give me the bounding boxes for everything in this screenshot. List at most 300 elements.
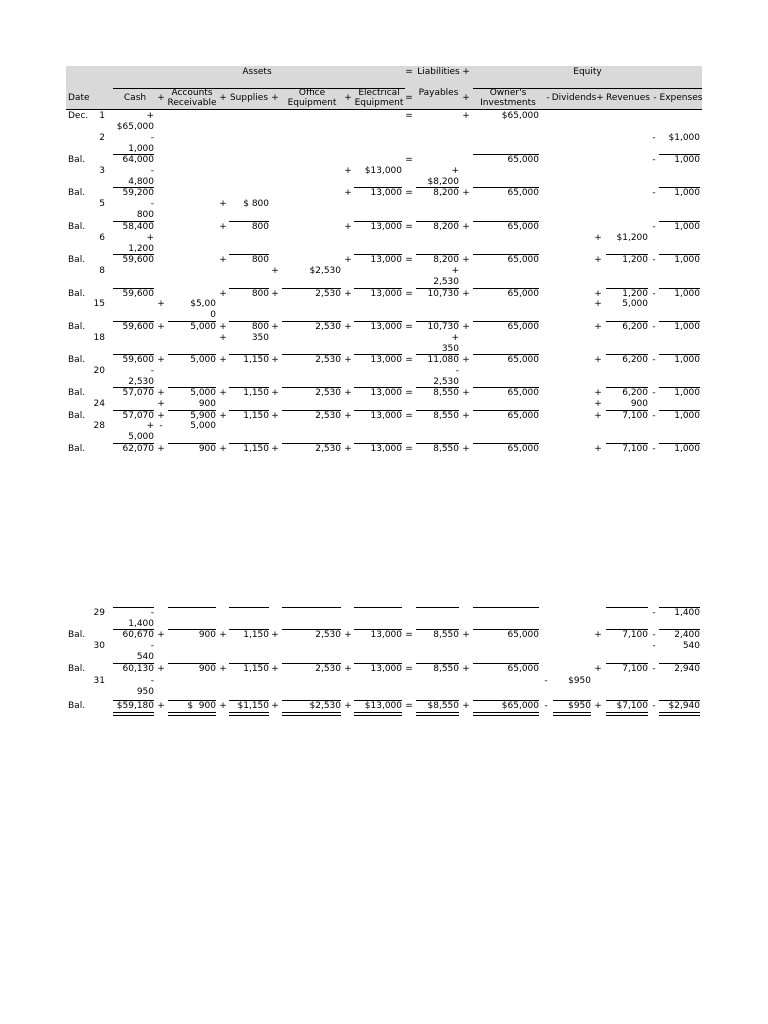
balance-rule bbox=[282, 629, 341, 630]
operator-sign: + bbox=[462, 444, 470, 454]
operator-sign: + bbox=[344, 664, 352, 674]
balance-rule bbox=[473, 288, 539, 289]
operator-sign: + bbox=[157, 388, 165, 398]
operator-sign: + bbox=[271, 289, 279, 299]
balance-rule bbox=[113, 354, 154, 355]
operator-sign: - bbox=[652, 222, 656, 232]
office-equipment-cell: 2,530 bbox=[315, 411, 341, 421]
operator-sign: + bbox=[157, 664, 165, 674]
operator-sign: + bbox=[594, 444, 602, 454]
total-double-rule bbox=[113, 712, 154, 716]
balance-rule bbox=[416, 354, 459, 355]
operator-sign: + bbox=[219, 333, 227, 343]
operator-sign: = bbox=[405, 630, 413, 640]
operator-sign: + bbox=[462, 664, 470, 674]
balance-rule bbox=[416, 700, 459, 701]
operator-sign: = bbox=[405, 322, 413, 332]
operator-sign: + bbox=[157, 322, 165, 332]
total-double-rule bbox=[606, 712, 648, 716]
balance-rule bbox=[229, 288, 269, 289]
payables-cell: $8,550 bbox=[427, 701, 459, 711]
balance-rule bbox=[473, 387, 539, 388]
accounts-receivable-cell: 900 bbox=[198, 664, 216, 674]
balance-rule bbox=[606, 254, 648, 255]
operator-sign: + bbox=[219, 355, 227, 365]
cash-cell: 59,200 bbox=[122, 188, 154, 198]
owners-investments-cell: 65,000 bbox=[507, 630, 539, 640]
balance-rule bbox=[473, 254, 539, 255]
payables-cell: + 2,530 bbox=[433, 266, 459, 287]
balance-rule bbox=[113, 154, 154, 155]
electrical-equipment-cell: 13,000 bbox=[370, 289, 402, 299]
balance-rule bbox=[354, 321, 402, 322]
balance-rule bbox=[659, 154, 700, 155]
operator-sign: + bbox=[157, 630, 165, 640]
total-double-rule bbox=[659, 712, 700, 716]
operator-sign: + bbox=[344, 188, 352, 198]
office-equipment-cell: 2,530 bbox=[315, 630, 341, 640]
day-cell: 18 bbox=[93, 333, 105, 343]
balance-rule bbox=[416, 254, 459, 255]
operator-sign: - bbox=[652, 630, 656, 640]
operator-sign: + bbox=[271, 444, 279, 454]
balance-rule bbox=[282, 700, 341, 701]
balance-rule bbox=[416, 663, 459, 664]
supplies-cell: 1,150 bbox=[243, 664, 269, 674]
supplies-cell: 800 bbox=[251, 289, 269, 299]
section-rule bbox=[416, 607, 459, 608]
balance-rule bbox=[606, 700, 648, 701]
cash-cell: 58,400 bbox=[122, 222, 154, 232]
revenues-cell: $1,200 bbox=[616, 233, 648, 243]
cash-cell: - 1,400 bbox=[128, 608, 154, 629]
operator-sign: + bbox=[271, 411, 279, 421]
supplies-cell: 800 bbox=[251, 222, 269, 232]
balance-rule bbox=[473, 443, 539, 444]
balance-rule bbox=[354, 254, 402, 255]
balance-rule bbox=[659, 288, 700, 289]
cash-cell: 64,000 bbox=[122, 155, 154, 165]
balance-rule bbox=[606, 443, 648, 444]
revenues-cell: 7,100 bbox=[622, 444, 648, 454]
payables-col-header: Payables bbox=[418, 88, 459, 98]
supplies-cell: 800 bbox=[251, 255, 269, 265]
balance-rule bbox=[659, 221, 700, 222]
date-cell: Bal. bbox=[68, 664, 86, 674]
balance-rule bbox=[416, 443, 459, 444]
balance-rule bbox=[113, 321, 154, 322]
supplies-cell: 1,150 bbox=[243, 630, 269, 640]
cash-cell: - 4,800 bbox=[128, 166, 154, 187]
total-double-rule bbox=[229, 712, 269, 716]
balance-rule bbox=[659, 187, 700, 188]
day-cell: 29 bbox=[93, 608, 105, 618]
operator-sign: + bbox=[344, 630, 352, 640]
balance-rule bbox=[229, 221, 269, 222]
operator-sign: + bbox=[344, 255, 352, 265]
balance-rule bbox=[606, 410, 648, 411]
balance-rule bbox=[606, 387, 648, 388]
day-cell: 31 bbox=[93, 676, 105, 686]
operator-sign: = bbox=[405, 411, 413, 421]
day-cell: 5 bbox=[99, 199, 105, 209]
dividends-cell: $950 bbox=[568, 701, 591, 711]
balance-rule bbox=[606, 663, 648, 664]
day-cell: 2 bbox=[99, 133, 105, 143]
office-equipment-cell: 2,530 bbox=[315, 289, 341, 299]
office-equipment-cell: 2,530 bbox=[315, 322, 341, 332]
balance-rule bbox=[416, 321, 459, 322]
day-cell: 3 bbox=[99, 166, 105, 176]
operator-sign: + bbox=[157, 299, 165, 309]
balance-rule bbox=[282, 288, 341, 289]
operator-sign: = bbox=[405, 355, 413, 365]
balance-rule bbox=[606, 629, 648, 630]
operator-sign: - bbox=[652, 355, 656, 365]
balance-rule bbox=[113, 410, 154, 411]
header-bottom-rule bbox=[66, 109, 702, 110]
cash-cell: 59,600 bbox=[122, 255, 154, 265]
operator-sign: + bbox=[344, 355, 352, 365]
electrical-equipment-cell: 13,000 bbox=[370, 222, 402, 232]
expenses-cell: 540 bbox=[682, 641, 700, 651]
date-cell: Bal. bbox=[68, 701, 86, 711]
balance-rule bbox=[473, 663, 539, 664]
operator-sign: + bbox=[157, 411, 165, 421]
operator-sign: + bbox=[594, 289, 602, 299]
operator-sign: - bbox=[652, 608, 656, 618]
owners-investments-cell: 65,000 bbox=[507, 664, 539, 674]
plus-sign: + bbox=[462, 67, 470, 77]
payables-cell: 8,550 bbox=[433, 444, 459, 454]
office-equipment-cell: 2,530 bbox=[315, 664, 341, 674]
operator-sign: + bbox=[219, 664, 227, 674]
expenses-cell: 2,400 bbox=[674, 630, 700, 640]
supplies-cell: 1,150 bbox=[243, 355, 269, 365]
operator-sign: + bbox=[462, 701, 470, 711]
date-cell: Bal. bbox=[68, 322, 86, 332]
expenses-cell: 1,000 bbox=[674, 322, 700, 332]
operator-sign: + bbox=[271, 355, 279, 365]
total-double-rule bbox=[168, 712, 216, 716]
operator-sign: + bbox=[594, 355, 602, 365]
payables-cell: - 2,530 bbox=[433, 366, 459, 387]
operator-sign: + bbox=[157, 399, 165, 409]
operator-sign: - bbox=[652, 188, 656, 198]
balance-rule bbox=[229, 629, 269, 630]
accounts-receivable-cell: 900 bbox=[198, 630, 216, 640]
date-cell: Bal. bbox=[68, 630, 86, 640]
operator-sign: + bbox=[594, 388, 602, 398]
balance-rule bbox=[659, 254, 700, 255]
electrical-equipment-cell: 13,000 bbox=[370, 630, 402, 640]
balance-rule bbox=[354, 700, 402, 701]
balance-rule bbox=[282, 443, 341, 444]
balance-rule bbox=[659, 700, 700, 701]
operator-sign: = bbox=[405, 289, 413, 299]
operator-sign: + bbox=[594, 630, 602, 640]
cash-cell: 60,670 bbox=[122, 630, 154, 640]
revenues-cell: 7,100 bbox=[622, 630, 648, 640]
plus-sign: + bbox=[462, 93, 470, 103]
electrical-equipment-cell: $13,000 bbox=[364, 701, 402, 711]
balance-rule bbox=[229, 410, 269, 411]
owners-investments-cell: 65,000 bbox=[507, 388, 539, 398]
operator-sign: + bbox=[157, 355, 165, 365]
balance-rule bbox=[659, 443, 700, 444]
expenses-cell: 1,000 bbox=[674, 388, 700, 398]
plus-sign: + bbox=[219, 93, 227, 103]
balance-rule bbox=[113, 221, 154, 222]
balance-rule bbox=[354, 221, 402, 222]
operator-sign: + bbox=[462, 411, 470, 421]
date-cell: Bal. bbox=[68, 222, 86, 232]
operator-sign: - bbox=[652, 155, 656, 165]
payables-cell: 8,200 bbox=[433, 255, 459, 265]
operator-sign: + bbox=[594, 701, 602, 711]
total-double-rule bbox=[553, 712, 591, 716]
operator-sign: + bbox=[344, 289, 352, 299]
electrical-equipment-col-header: Electrical Equipment bbox=[354, 88, 404, 108]
balance-rule bbox=[473, 700, 539, 701]
balance-rule bbox=[354, 629, 402, 630]
day-cell: 20 bbox=[93, 366, 105, 376]
balance-rule bbox=[606, 321, 648, 322]
owners-investments-col-header: Owner's Investments bbox=[480, 88, 536, 108]
electrical-equipment-cell: 13,000 bbox=[370, 355, 402, 365]
section-rule bbox=[282, 607, 341, 608]
payables-cell: 8,550 bbox=[433, 664, 459, 674]
day-cell: 8 bbox=[99, 266, 105, 276]
operator-sign: + bbox=[219, 289, 227, 299]
balance-rule bbox=[229, 354, 269, 355]
owners-investments-cell: 65,000 bbox=[507, 188, 539, 198]
section-rule bbox=[229, 607, 269, 608]
operator-sign: + bbox=[219, 701, 227, 711]
equals-sign: = bbox=[405, 93, 413, 103]
assets-heading: Assets bbox=[242, 67, 272, 77]
section-rule bbox=[473, 607, 539, 608]
expenses-cell: 1,000 bbox=[674, 411, 700, 421]
day-cell: 28 bbox=[93, 421, 105, 431]
operator-sign: + bbox=[219, 199, 227, 209]
revenues-cell: 1,200 bbox=[622, 289, 648, 299]
payables-cell: + $8,200 bbox=[427, 166, 459, 187]
office-equipment-cell: 2,530 bbox=[315, 388, 341, 398]
operator-sign: + bbox=[594, 322, 602, 332]
operator-sign: = bbox=[405, 111, 413, 121]
supplies-cell: 1,150 bbox=[243, 411, 269, 421]
operator-sign: + bbox=[271, 322, 279, 332]
balance-rule bbox=[229, 443, 269, 444]
office-equipment-col-header: Office Equipment bbox=[287, 88, 337, 108]
owners-investments-cell: $65,000 bbox=[501, 111, 539, 121]
revenues-cell: $7,100 bbox=[616, 701, 648, 711]
expenses-cell: 1,000 bbox=[674, 355, 700, 365]
operator-sign: + bbox=[462, 255, 470, 265]
balance-rule bbox=[282, 354, 341, 355]
operator-sign: + bbox=[594, 399, 602, 409]
accounts-receivable-cell: $5,00 0 bbox=[190, 299, 216, 320]
expenses-cell: 1,400 bbox=[674, 608, 700, 618]
supplies-cell: $1,150 bbox=[237, 701, 269, 711]
balance-rule bbox=[606, 288, 648, 289]
balance-rule bbox=[416, 387, 459, 388]
balance-rule bbox=[168, 629, 216, 630]
balance-rule bbox=[473, 321, 539, 322]
cash-cell: - 950 bbox=[136, 676, 154, 697]
operator-sign: - bbox=[652, 444, 656, 454]
expenses-cell: 1,000 bbox=[674, 255, 700, 265]
cash-cell: + $65,000 bbox=[116, 111, 154, 132]
day-cell: 15 bbox=[93, 299, 105, 309]
balance-rule bbox=[282, 663, 341, 664]
operator-sign: + bbox=[594, 664, 602, 674]
section-rule bbox=[354, 607, 402, 608]
operator-sign: - bbox=[159, 421, 163, 431]
accounts-receivable-cell: $ 900 bbox=[187, 701, 216, 711]
plus-sign: + bbox=[271, 93, 279, 103]
date-cell: Bal. bbox=[68, 444, 86, 454]
cash-cell: 59,600 bbox=[122, 355, 154, 365]
payables-cell: 11,080 bbox=[427, 355, 459, 365]
electrical-equipment-cell: 13,000 bbox=[370, 444, 402, 454]
dividends-col-header: Dividends bbox=[551, 93, 597, 103]
operator-sign: + bbox=[594, 255, 602, 265]
operator-sign: - bbox=[652, 641, 656, 651]
day-cell: 24 bbox=[93, 399, 105, 409]
operator-sign: + bbox=[157, 701, 165, 711]
operator-sign: + bbox=[219, 388, 227, 398]
balance-rule bbox=[659, 629, 700, 630]
balance-rule bbox=[168, 443, 216, 444]
electrical-equipment-cell: 13,000 bbox=[370, 664, 402, 674]
equals-sign: = bbox=[405, 67, 413, 77]
operator-sign: + bbox=[462, 111, 470, 121]
balance-rule bbox=[354, 288, 402, 289]
minus-sign: - bbox=[653, 93, 657, 103]
revenues-cell: 7,100 bbox=[622, 664, 648, 674]
office-equipment-cell: 2,530 bbox=[315, 355, 341, 365]
section-rule bbox=[659, 607, 700, 608]
revenues-cell: 6,200 bbox=[622, 388, 648, 398]
balance-rule bbox=[659, 410, 700, 411]
operator-sign: + bbox=[219, 322, 227, 332]
date-cell: Bal. bbox=[68, 411, 86, 421]
balance-rule bbox=[229, 700, 269, 701]
balance-rule bbox=[659, 354, 700, 355]
operator-sign: + bbox=[344, 166, 352, 176]
cash-cell: 59,600 bbox=[122, 322, 154, 332]
expenses-cell: 1,000 bbox=[674, 188, 700, 198]
operator-sign: + bbox=[219, 222, 227, 232]
operator-sign: + bbox=[219, 255, 227, 265]
cash-cell: 57,070 bbox=[122, 388, 154, 398]
accounts-receivable-cell: 5,000 bbox=[190, 322, 216, 332]
operator-sign: + bbox=[157, 444, 165, 454]
operator-sign: + bbox=[344, 322, 352, 332]
electrical-equipment-cell: $13,000 bbox=[364, 166, 402, 176]
balance-rule bbox=[659, 663, 700, 664]
operator-sign: + bbox=[219, 630, 227, 640]
operator-sign: + bbox=[271, 664, 279, 674]
operator-sign: + bbox=[594, 233, 602, 243]
balance-rule bbox=[168, 663, 216, 664]
cash-cell: 62,070 bbox=[122, 444, 154, 454]
date-cell: Bal. bbox=[68, 289, 86, 299]
operator-sign: - bbox=[652, 289, 656, 299]
operator-sign: + bbox=[219, 411, 227, 421]
payables-cell: 8,200 bbox=[433, 188, 459, 198]
total-double-rule bbox=[354, 712, 402, 716]
balance-rule bbox=[416, 410, 459, 411]
balance-rule bbox=[473, 410, 539, 411]
balance-rule bbox=[113, 663, 154, 664]
day-cell: 6 bbox=[99, 233, 105, 243]
balance-rule bbox=[473, 354, 539, 355]
balance-rule bbox=[553, 700, 591, 701]
balance-rule bbox=[168, 321, 216, 322]
plus-sign: + bbox=[344, 93, 352, 103]
operator-sign: = bbox=[405, 188, 413, 198]
cash-cell: $59,180 bbox=[116, 701, 154, 711]
operator-sign: + bbox=[462, 289, 470, 299]
supplies-col-header: Supplies bbox=[229, 93, 269, 103]
balance-rule bbox=[113, 700, 154, 701]
balance-rule bbox=[168, 387, 216, 388]
ar-col-header: Accounts Receivable bbox=[167, 88, 217, 108]
balance-rule bbox=[113, 629, 154, 630]
balance-rule bbox=[282, 387, 341, 388]
operator-sign: + bbox=[462, 355, 470, 365]
operator-sign: + bbox=[462, 388, 470, 398]
operator-sign: + bbox=[462, 322, 470, 332]
supplies-cell: 350 bbox=[251, 333, 269, 343]
operator-sign: + bbox=[594, 299, 602, 309]
accounts-receivable-cell: 5,900 bbox=[190, 411, 216, 421]
operator-sign: = bbox=[405, 255, 413, 265]
expenses-cell: $2,940 bbox=[668, 701, 700, 711]
electrical-equipment-cell: 13,000 bbox=[370, 188, 402, 198]
accounts-receivable-cell: 900 bbox=[198, 444, 216, 454]
office-equipment-cell: 2,530 bbox=[315, 444, 341, 454]
expenses-cell: 1,000 bbox=[674, 155, 700, 165]
expenses-cell: 1,000 bbox=[674, 444, 700, 454]
cash-cell: 57,070 bbox=[122, 411, 154, 421]
operator-sign: + bbox=[271, 388, 279, 398]
payables-cell: 10,730 bbox=[427, 289, 459, 299]
operator-sign: - bbox=[652, 701, 656, 711]
expenses-col-header: Expenses bbox=[659, 93, 703, 103]
balance-rule bbox=[354, 443, 402, 444]
electrical-equipment-cell: 13,000 bbox=[370, 322, 402, 332]
operator-sign: + bbox=[344, 388, 352, 398]
balance-rule bbox=[168, 700, 216, 701]
balance-rule bbox=[473, 221, 539, 222]
day-cell: 30 bbox=[93, 641, 105, 651]
operator-sign: - bbox=[652, 133, 656, 143]
date-cell: Bal. bbox=[68, 255, 86, 265]
cash-cell: - 540 bbox=[136, 641, 154, 662]
plus-sign: + bbox=[157, 93, 165, 103]
owners-investments-cell: 65,000 bbox=[507, 255, 539, 265]
balance-rule bbox=[282, 321, 341, 322]
revenues-cell: 1,200 bbox=[622, 255, 648, 265]
accounts-receivable-cell: 5,000 bbox=[190, 355, 216, 365]
revenues-cell: 6,200 bbox=[622, 355, 648, 365]
operator-sign: = bbox=[405, 444, 413, 454]
section-rule bbox=[606, 607, 648, 608]
